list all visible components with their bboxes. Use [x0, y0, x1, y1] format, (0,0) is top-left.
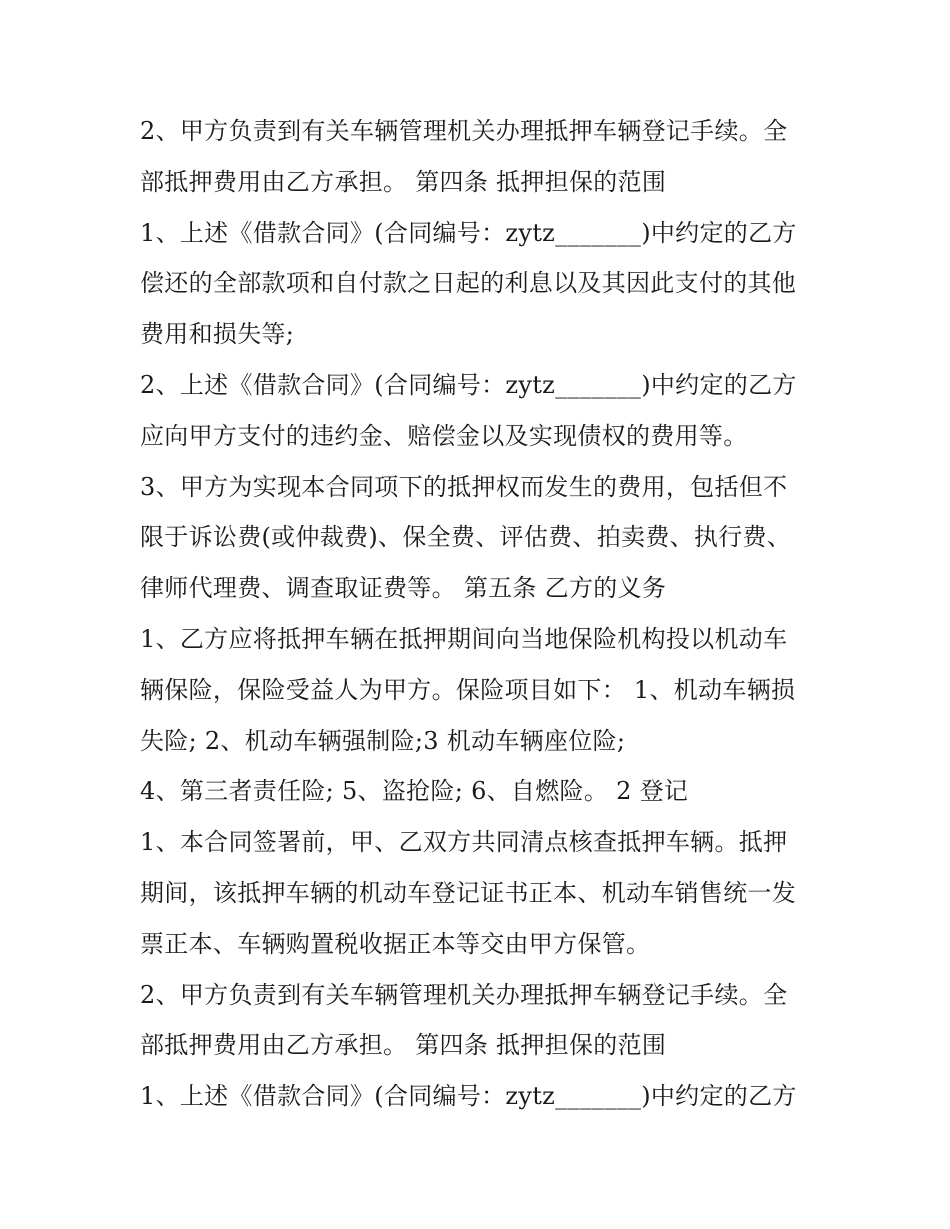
text-line: 1、乙方应将抵押车辆在抵押期间向当地保险机构投以机动车: [140, 624, 788, 653]
text-line: 2、上述《借款合同》(合同编号：zytz_______)中约定的乙方: [140, 370, 797, 399]
text-line: 3、甲方为实现本合同项下的抵押权而发生的费用，包括但不: [140, 472, 788, 501]
text-line: 辆保险，保险受益人为甲方。保险项目如下： 1、机动车辆损: [140, 675, 796, 704]
text-line: 2、甲方负责到有关车辆管理机关办理抵押车辆登记手续。全: [140, 980, 788, 1009]
text-line: 律师代理费、调查取证费等。 第五条 乙方的义务: [140, 574, 667, 603]
document-body: [140, 106, 820, 1122]
text-line: 部抵押费用由乙方承担。 第四条 抵押担保的范围: [140, 1031, 667, 1060]
text-line: 1、上述《借款合同》(合同编号：zytz_______)中约定的乙方: [140, 218, 797, 247]
text-line: 应向甲方支付的违约金、赔偿金以及实现债权的费用等。: [140, 421, 748, 450]
text-line: 限于诉讼费(或仲裁费)、保全费、评估费、拍卖费、执行费、: [140, 523, 792, 552]
text-line: 2、甲方负责到有关车辆管理机关办理抵押车辆登记手续。全: [140, 117, 788, 145]
text-line: 票正本、车辆购置税收据正本等交由甲方保管。: [140, 929, 651, 958]
text-line: 偿还的全部款项和自付款之日起的利息以及其因此支付的其他: [140, 269, 797, 298]
text-line: 期间，该抵押车辆的机动车登记证书正本、机动车销售统一发: [140, 878, 797, 907]
text-line: 失险; 2、机动车辆强制险;3 机动车辆座位险;: [140, 726, 626, 755]
text-line: 1、本合同签署前，甲、乙双方共同清点核查抵押车辆。抵押: [140, 828, 788, 857]
text-line: 1、上述《借款合同》(合同编号：zytz_______)中约定的乙方: [140, 1082, 797, 1111]
text-line: 部抵押费用由乙方承担。 第四条 抵押担保的范围: [140, 167, 667, 196]
text-line: 4、第三者责任险; 5、盗抢险; 6、自燃险。 2 登记: [140, 777, 689, 806]
text-line: 费用和损失等;: [140, 320, 295, 349]
